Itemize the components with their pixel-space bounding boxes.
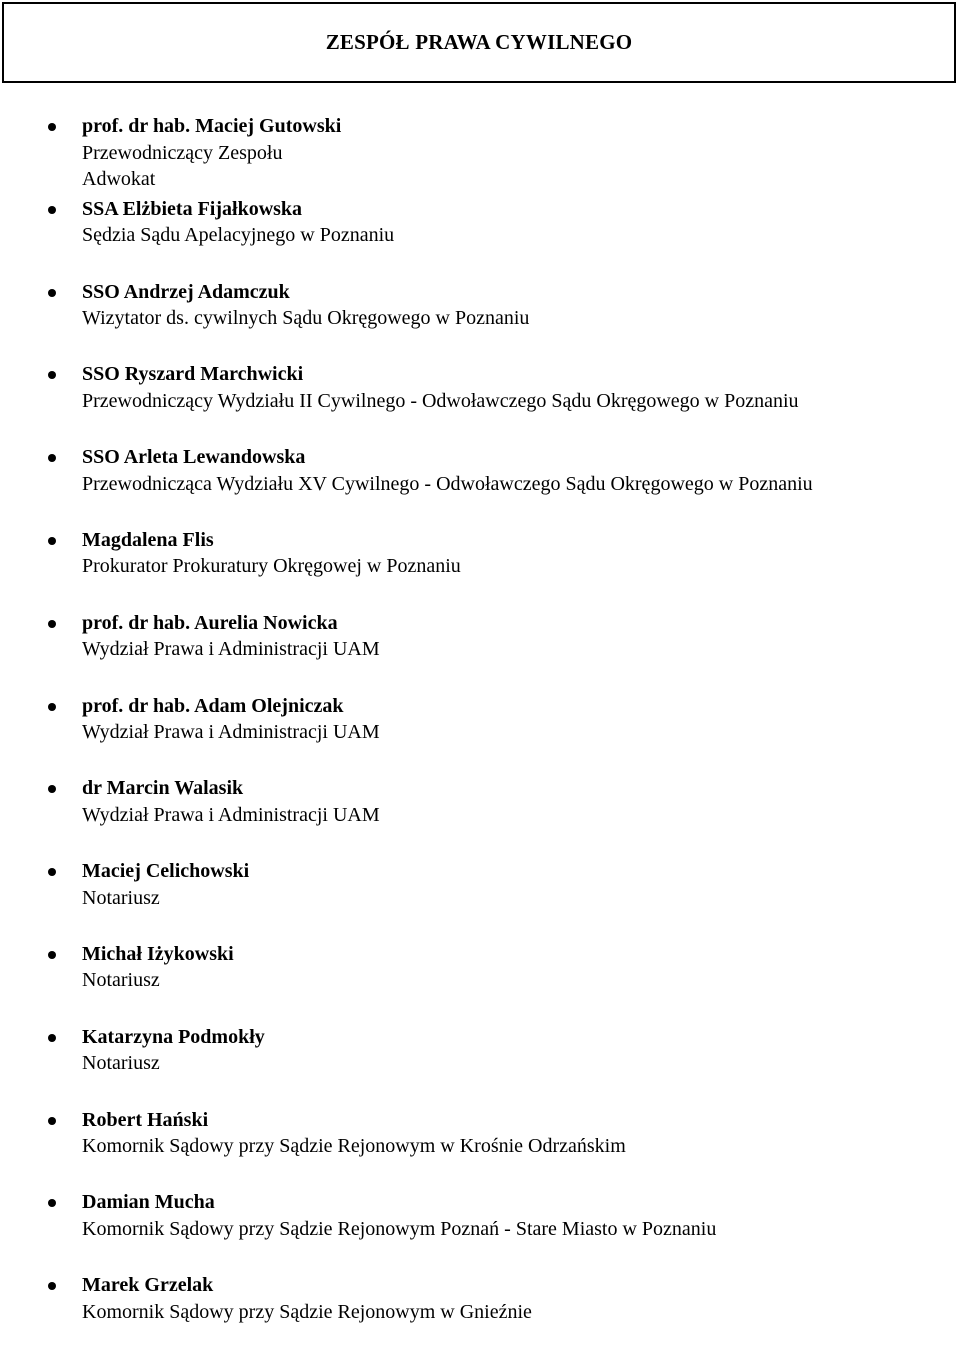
list-item: [0, 279, 960, 362]
member-role: Notariusz: [82, 969, 160, 992]
bullet-icon: [48, 1117, 56, 1125]
member-name: Maciej Celichowski: [82, 860, 250, 883]
member-role: Przewodnicząca Wydziału XV Cywilnego - Odwoławczego Sądu Okręgowego w Poznaniu: [82, 472, 813, 495]
member-role: Notariusz: [82, 886, 160, 909]
member-role: Notariusz: [82, 1052, 160, 1075]
bullet-icon: [48, 206, 56, 214]
bullet-icon: [48, 537, 56, 545]
bullet-icon: [48, 1282, 56, 1290]
member-name: prof. dr hab. Adam Olejniczak: [82, 694, 344, 717]
member-role: Komornik Sądowy przy Sądzie Rejonowym Poznań - Stare Miasto w Poznaniu: [82, 1217, 717, 1240]
page-title: ZESPÓŁ PRAWA CYWILNEGO: [325, 30, 633, 54]
member-role: Przewodniczący Wydziału II Cywilnego - Odwoławczego Sądu Okręgowego w Poznaniu: [82, 389, 799, 412]
bullet-icon: [48, 620, 56, 628]
member-role: Wydział Prawa i Administracji UAM: [82, 638, 380, 661]
bullet-icon: [48, 868, 56, 876]
member-name: SSO Andrzej Adamczuk: [82, 280, 290, 303]
member-name: Marek Grzelak: [82, 1274, 214, 1297]
list-item: [0, 858, 960, 941]
member-name: SSO Ryszard Marchwicki: [82, 363, 304, 386]
list-item: [0, 610, 960, 693]
list-item: [0, 196, 960, 279]
bullet-icon: [48, 951, 56, 959]
bullet-icon: [48, 123, 56, 131]
member-name: dr Marcin Walasik: [82, 777, 244, 800]
member-role: Prokurator Prokuratury Okręgowej w Poznaniu: [82, 555, 461, 578]
member-role: Adwokat: [82, 168, 156, 190]
member-role: Wydział Prawa i Administracji UAM: [82, 721, 380, 744]
list-item: [0, 1107, 960, 1190]
member-role: Wizytator ds. cywilnych Sądu Okręgowego w Poznaniu: [82, 307, 530, 330]
members-list: [0, 113, 960, 1355]
member-name: Robert Hański: [82, 1108, 209, 1131]
member-role: Przewodniczący Zespołu: [82, 141, 283, 164]
list-item: [0, 941, 960, 1024]
list-item: [0, 1272, 960, 1355]
member-name: Damian Mucha: [82, 1191, 215, 1214]
list-item: [0, 1189, 960, 1272]
member-name: Magdalena Flis: [82, 528, 214, 551]
bullet-icon: [48, 1199, 56, 1207]
bullet-icon: [48, 1034, 56, 1042]
bullet-icon: [48, 454, 56, 462]
member-role: Wydział Prawa i Administracji UAM: [82, 803, 380, 826]
member-name: Katarzyna Podmokły: [82, 1025, 265, 1048]
list-item: [0, 361, 960, 444]
list-item: [0, 444, 960, 527]
member-name: prof. dr hab. Aurelia Nowicka: [82, 611, 338, 634]
member-name: prof. dr hab. Maciej Gutowski: [82, 115, 342, 137]
list-item: [0, 1024, 960, 1107]
list-item: [0, 775, 960, 858]
member-name: SSO Arleta Lewandowska: [82, 446, 306, 469]
bullet-icon: [48, 289, 56, 297]
title-box: [2, 2, 956, 83]
list-item: [0, 693, 960, 776]
list-item: [0, 527, 960, 610]
bullet-icon: [48, 371, 56, 379]
member-role: Komornik Sądowy przy Sądzie Rejonowym w Krośnie Odrzańskim: [82, 1135, 626, 1158]
member-name: SSA Elżbieta Fijałkowska: [82, 197, 303, 220]
list-item: [0, 113, 960, 196]
bullet-icon: [48, 703, 56, 711]
member-role: Komornik Sądowy przy Sądzie Rejonowym w Gnieźnie: [82, 1300, 532, 1323]
member-name: Michał Iżykowski: [82, 942, 234, 965]
member-role: Sędzia Sądu Apelacyjnego w Poznaniu: [82, 224, 395, 247]
bullet-icon: [48, 785, 56, 793]
